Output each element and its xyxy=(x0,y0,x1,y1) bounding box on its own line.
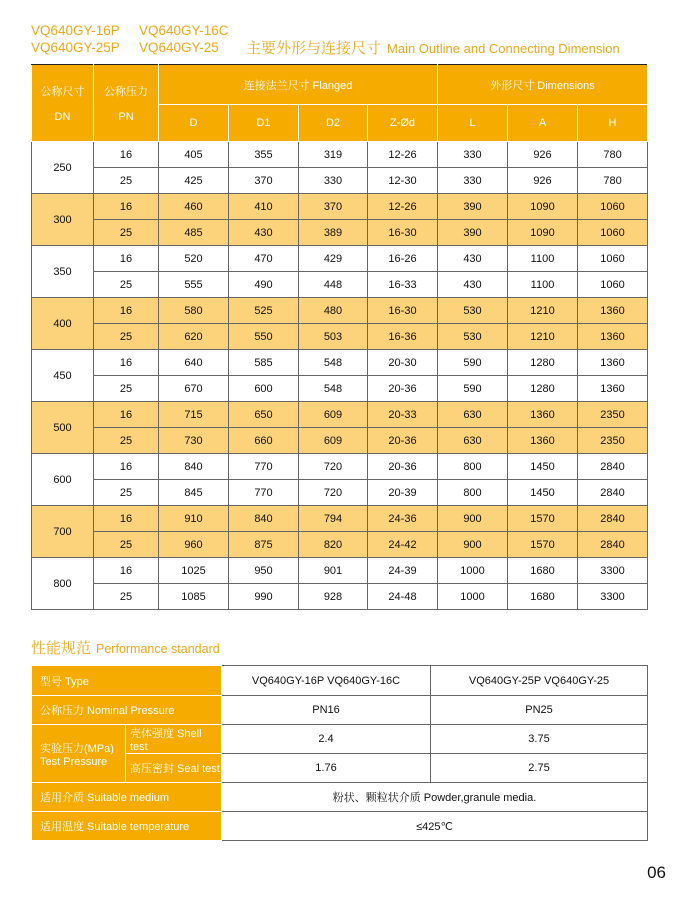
table-cell: 16 xyxy=(94,454,159,480)
model-list xyxy=(31,22,247,56)
table-cell: 1360 xyxy=(508,402,578,428)
table-row xyxy=(32,350,648,376)
dimensions-header: 外形尺寸 Dimensions xyxy=(438,65,648,105)
dn-cell: 400 xyxy=(32,298,94,350)
table-cell: 660 xyxy=(229,428,299,454)
table-cell: 620 xyxy=(159,324,229,350)
table-row xyxy=(32,532,648,558)
type-25: VQ640GY-25P VQ640GY-25 xyxy=(431,666,648,696)
table-cell: 448 xyxy=(299,272,368,298)
table-cell: 580 xyxy=(159,298,229,324)
table-cell: 609 xyxy=(299,428,368,454)
table-cell: 530 xyxy=(438,324,508,350)
table-cell: 480 xyxy=(299,298,368,324)
table-cell: 330 xyxy=(438,142,508,168)
flanged-header: 连接法兰尺寸 Flanged xyxy=(159,65,438,105)
page-number: 06 xyxy=(647,863,666,882)
table-row xyxy=(32,376,648,402)
table-cell: 1060 xyxy=(578,246,648,272)
table-cell: 670 xyxy=(159,376,229,402)
table-cell: 840 xyxy=(229,506,299,532)
table-cell: 1680 xyxy=(508,584,578,610)
shell-test-label: 壳体强度 Shell test xyxy=(126,725,222,754)
table-row xyxy=(32,428,648,454)
table-cell: 1090 xyxy=(508,220,578,246)
table-cell: 16-26 xyxy=(368,246,438,272)
table-cell: 16 xyxy=(94,506,159,532)
table-row xyxy=(32,220,648,246)
column-header: D2 xyxy=(299,105,368,142)
table-cell: 1100 xyxy=(508,272,578,298)
table-cell: 910 xyxy=(159,506,229,532)
column-header: Z-Ød xyxy=(368,105,438,142)
table-cell: 355 xyxy=(229,142,299,168)
table-cell: 640 xyxy=(159,350,229,376)
pn-header: 公称压力 PN xyxy=(94,65,159,142)
table-cell: 2840 xyxy=(578,506,648,532)
table-row xyxy=(32,480,648,506)
table-cell: 820 xyxy=(299,532,368,558)
table-cell: 16 xyxy=(94,142,159,168)
table-cell: 430 xyxy=(229,220,299,246)
model-name: VQ640GY-16P xyxy=(31,23,120,38)
table-cell: 24-42 xyxy=(368,532,438,558)
table-row xyxy=(32,506,648,532)
performance-table xyxy=(31,665,648,841)
table-cell: 1360 xyxy=(578,298,648,324)
table-cell: 585 xyxy=(229,350,299,376)
table-cell: 12-26 xyxy=(368,142,438,168)
table-cell: 1360 xyxy=(578,324,648,350)
dn-cell: 500 xyxy=(32,402,94,454)
table-cell: 520 xyxy=(159,246,229,272)
table-cell: 2840 xyxy=(578,532,648,558)
table-cell: 3300 xyxy=(578,558,648,584)
table-cell: 1360 xyxy=(578,376,648,402)
temperature-value: ≤425℃ xyxy=(222,812,648,841)
table-cell: 24-36 xyxy=(368,506,438,532)
title-cn: 主要外形与连接尺寸 xyxy=(246,40,382,57)
table-cell: 770 xyxy=(229,454,299,480)
dn-cell: 800 xyxy=(32,558,94,610)
table-cell: 25 xyxy=(94,584,159,610)
np-25: PN25 xyxy=(431,696,648,725)
table-cell: 1360 xyxy=(508,428,578,454)
table-cell: 715 xyxy=(159,402,229,428)
table-cell: 590 xyxy=(438,376,508,402)
table-row xyxy=(32,168,648,194)
table-cell: 1360 xyxy=(578,350,648,376)
table-cell: 490 xyxy=(229,272,299,298)
dn-cell: 250 xyxy=(32,142,94,194)
table-cell: 370 xyxy=(299,194,368,220)
table-cell: 800 xyxy=(438,480,508,506)
table-cell: 25 xyxy=(94,480,159,506)
table-cell: 20-36 xyxy=(368,454,438,480)
table-cell: 429 xyxy=(299,246,368,272)
table-cell: 720 xyxy=(299,480,368,506)
table-cell: 1025 xyxy=(159,558,229,584)
table-cell: 390 xyxy=(438,194,508,220)
table-cell: 20-33 xyxy=(368,402,438,428)
column-header: D xyxy=(159,105,229,142)
dimension-table xyxy=(31,64,648,610)
table-cell: 1570 xyxy=(508,532,578,558)
table-cell: 25 xyxy=(94,220,159,246)
table-cell: 16 xyxy=(94,298,159,324)
table-cell: 590 xyxy=(438,350,508,376)
table-cell: 550 xyxy=(229,324,299,350)
table-cell: 485 xyxy=(159,220,229,246)
table-cell: 555 xyxy=(159,272,229,298)
medium-value: 粉状、颗粒状介质 Powder,granule media. xyxy=(222,783,648,812)
column-header: H xyxy=(578,105,648,142)
table-cell: 20-30 xyxy=(368,350,438,376)
table-cell: 370 xyxy=(229,168,299,194)
table-cell: 1450 xyxy=(508,480,578,506)
table-cell: 926 xyxy=(508,168,578,194)
table-cell: 503 xyxy=(299,324,368,350)
table-cell: 990 xyxy=(229,584,299,610)
table-cell: 525 xyxy=(229,298,299,324)
table-cell: 928 xyxy=(299,584,368,610)
table-cell: 901 xyxy=(299,558,368,584)
table-row xyxy=(32,454,648,480)
table-cell: 1060 xyxy=(578,194,648,220)
table-row xyxy=(32,298,648,324)
table-cell: 16 xyxy=(94,402,159,428)
table-cell: 1210 xyxy=(508,298,578,324)
table-cell: 650 xyxy=(229,402,299,428)
table-cell: 470 xyxy=(229,246,299,272)
table-cell: 630 xyxy=(438,428,508,454)
table-cell: 2840 xyxy=(578,480,648,506)
table-cell: 800 xyxy=(438,454,508,480)
table-cell: 16-36 xyxy=(368,324,438,350)
table-row xyxy=(32,402,648,428)
np-16: PN16 xyxy=(222,696,431,725)
shell-16: 2.4 xyxy=(222,725,431,754)
performance-title: 性能规范 Performance standard xyxy=(31,640,220,657)
table-cell: 12-26 xyxy=(368,194,438,220)
table-row xyxy=(32,584,648,610)
table-cell: 950 xyxy=(229,558,299,584)
table-cell: 1100 xyxy=(508,246,578,272)
table-cell: 25 xyxy=(94,532,159,558)
model-name: VQ640GY-16C xyxy=(139,23,229,38)
table-row xyxy=(32,142,648,168)
table-cell: 319 xyxy=(299,142,368,168)
dn-header: 公称尺寸 DN xyxy=(32,65,94,142)
table-cell: 1210 xyxy=(508,324,578,350)
table-row xyxy=(32,272,648,298)
table-cell: 770 xyxy=(229,480,299,506)
table-cell: 410 xyxy=(229,194,299,220)
table-cell: 1680 xyxy=(508,558,578,584)
table-cell: 1090 xyxy=(508,194,578,220)
table-cell: 900 xyxy=(438,506,508,532)
table-cell: 24-39 xyxy=(368,558,438,584)
dn-cell: 450 xyxy=(32,350,94,402)
table-cell: 1000 xyxy=(438,558,508,584)
seal-16: 1.76 xyxy=(222,754,431,783)
table-cell: 20-36 xyxy=(368,376,438,402)
table-cell: 16 xyxy=(94,558,159,584)
table-cell: 845 xyxy=(159,480,229,506)
table-row xyxy=(32,324,648,350)
table-cell: 460 xyxy=(159,194,229,220)
dn-cell: 300 xyxy=(32,194,94,246)
table-cell: 16 xyxy=(94,350,159,376)
table-cell: 1000 xyxy=(438,584,508,610)
type-16: VQ640GY-16P VQ640GY-16C xyxy=(222,666,431,696)
table-cell: 25 xyxy=(94,272,159,298)
table-cell: 875 xyxy=(229,532,299,558)
seal-test-label: 高压密封 Seal test xyxy=(126,754,222,783)
table-cell: 330 xyxy=(299,168,368,194)
table-cell: 24-48 xyxy=(368,584,438,610)
dn-cell: 700 xyxy=(32,506,94,558)
table-cell: 780 xyxy=(578,168,648,194)
table-cell: 2350 xyxy=(578,428,648,454)
column-header: L xyxy=(438,105,508,142)
table-cell: 330 xyxy=(438,168,508,194)
table-cell: 609 xyxy=(299,402,368,428)
dn-cell: 350 xyxy=(32,246,94,298)
table-cell: 20-39 xyxy=(368,480,438,506)
type-label: 型号 Type xyxy=(32,666,222,696)
table-cell: 548 xyxy=(299,350,368,376)
table-cell: 926 xyxy=(508,142,578,168)
section-title xyxy=(246,37,620,58)
table-cell: 12-30 xyxy=(368,168,438,194)
table-cell: 548 xyxy=(299,376,368,402)
table-cell: 430 xyxy=(438,246,508,272)
table-cell: 1060 xyxy=(578,220,648,246)
table-cell: 3300 xyxy=(578,584,648,610)
table-cell: 840 xyxy=(159,454,229,480)
table-cell: 25 xyxy=(94,168,159,194)
model-name: VQ640GY-25 xyxy=(139,40,219,55)
table-cell: 900 xyxy=(438,532,508,558)
column-header: A xyxy=(508,105,578,142)
table-cell: 960 xyxy=(159,532,229,558)
temperature-label: 适用温度 Suitable temperature xyxy=(32,812,222,841)
table-cell: 405 xyxy=(159,142,229,168)
table-cell: 25 xyxy=(94,376,159,402)
table-cell: 1280 xyxy=(508,350,578,376)
table-cell: 16-30 xyxy=(368,298,438,324)
table-cell: 2350 xyxy=(578,402,648,428)
table-cell: 1060 xyxy=(578,272,648,298)
table-cell: 25 xyxy=(94,428,159,454)
table-cell: 720 xyxy=(299,454,368,480)
table-cell: 430 xyxy=(438,272,508,298)
table-cell: 630 xyxy=(438,402,508,428)
table-cell: 425 xyxy=(159,168,229,194)
table-cell: 1085 xyxy=(159,584,229,610)
title-en: Main Outline and Connecting Dimension xyxy=(387,41,620,56)
table-cell: 780 xyxy=(578,142,648,168)
model-name: VQ640GY-25P xyxy=(31,40,120,55)
table-cell: 600 xyxy=(229,376,299,402)
dn-cell: 600 xyxy=(32,454,94,506)
table-cell: 1570 xyxy=(508,506,578,532)
table-cell: 16-30 xyxy=(368,220,438,246)
table-cell: 730 xyxy=(159,428,229,454)
table-row xyxy=(32,558,648,584)
table-cell: 2840 xyxy=(578,454,648,480)
table-row xyxy=(32,194,648,220)
table-cell: 530 xyxy=(438,298,508,324)
test-pressure-label: 实验压力(MPa) Test Pressure xyxy=(32,725,126,783)
medium-label: 适用介质 Suitable medium xyxy=(32,783,222,812)
nominal-pressure-label: 公称压力 Nominal Pressure xyxy=(32,696,222,725)
table-cell: 16-33 xyxy=(368,272,438,298)
table-cell: 25 xyxy=(94,324,159,350)
table-cell: 16 xyxy=(94,194,159,220)
table-cell: 390 xyxy=(438,220,508,246)
seal-25: 2.75 xyxy=(431,754,648,783)
table-cell: 1450 xyxy=(508,454,578,480)
table-cell: 1280 xyxy=(508,376,578,402)
table-row xyxy=(32,246,648,272)
table-cell: 16 xyxy=(94,246,159,272)
table-cell: 794 xyxy=(299,506,368,532)
shell-25: 3.75 xyxy=(431,725,648,754)
table-cell: 389 xyxy=(299,220,368,246)
column-header: D1 xyxy=(229,105,299,142)
table-cell: 20-36 xyxy=(368,428,438,454)
